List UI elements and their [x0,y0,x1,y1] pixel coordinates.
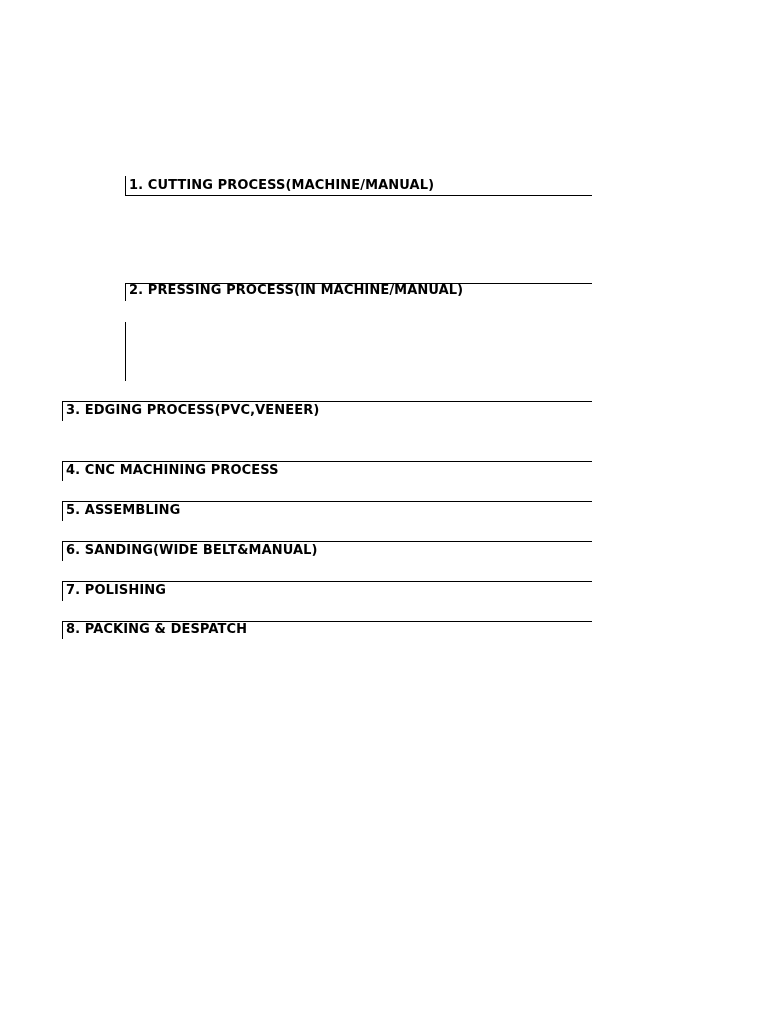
step-7-top-border [62,581,592,582]
step-6-left-border [62,541,63,561]
step-8-left-border [62,621,63,639]
step-2-label: 2. PRESSING PROCESS(IN MACHINE/MANUAL) [129,283,464,298]
step-5-top-border [62,501,592,502]
step-5-label: 5. ASSEMBLING [66,503,181,518]
step-4-label: 4. CNC MACHINING PROCESS [66,463,279,478]
step-4-top-border [62,461,592,462]
step-6-top-border [62,541,592,542]
step-4-left-border [62,461,63,481]
step-1-underline [125,195,592,196]
step-3-left-border [62,401,63,421]
step-6-label: 6. SANDING(WIDE BELT&MANUAL) [66,543,318,558]
step-1-left-border [125,176,126,196]
step-7-label: 7. POLISHING [66,583,167,598]
step-2-connector-line [125,322,126,381]
step-7-left-border [62,581,63,601]
step-1-label: 1. CUTTING PROCESS(MACHINE/MANUAL) [129,178,435,193]
step-8-label: 8. PACKING & DESPATCH [66,622,248,637]
step-5-left-border [62,501,63,521]
step-3-top-border [62,401,592,402]
step-3-label: 3. EDGING PROCESS(PVC,VENEER) [66,403,320,418]
step-2-left-border [125,283,126,301]
